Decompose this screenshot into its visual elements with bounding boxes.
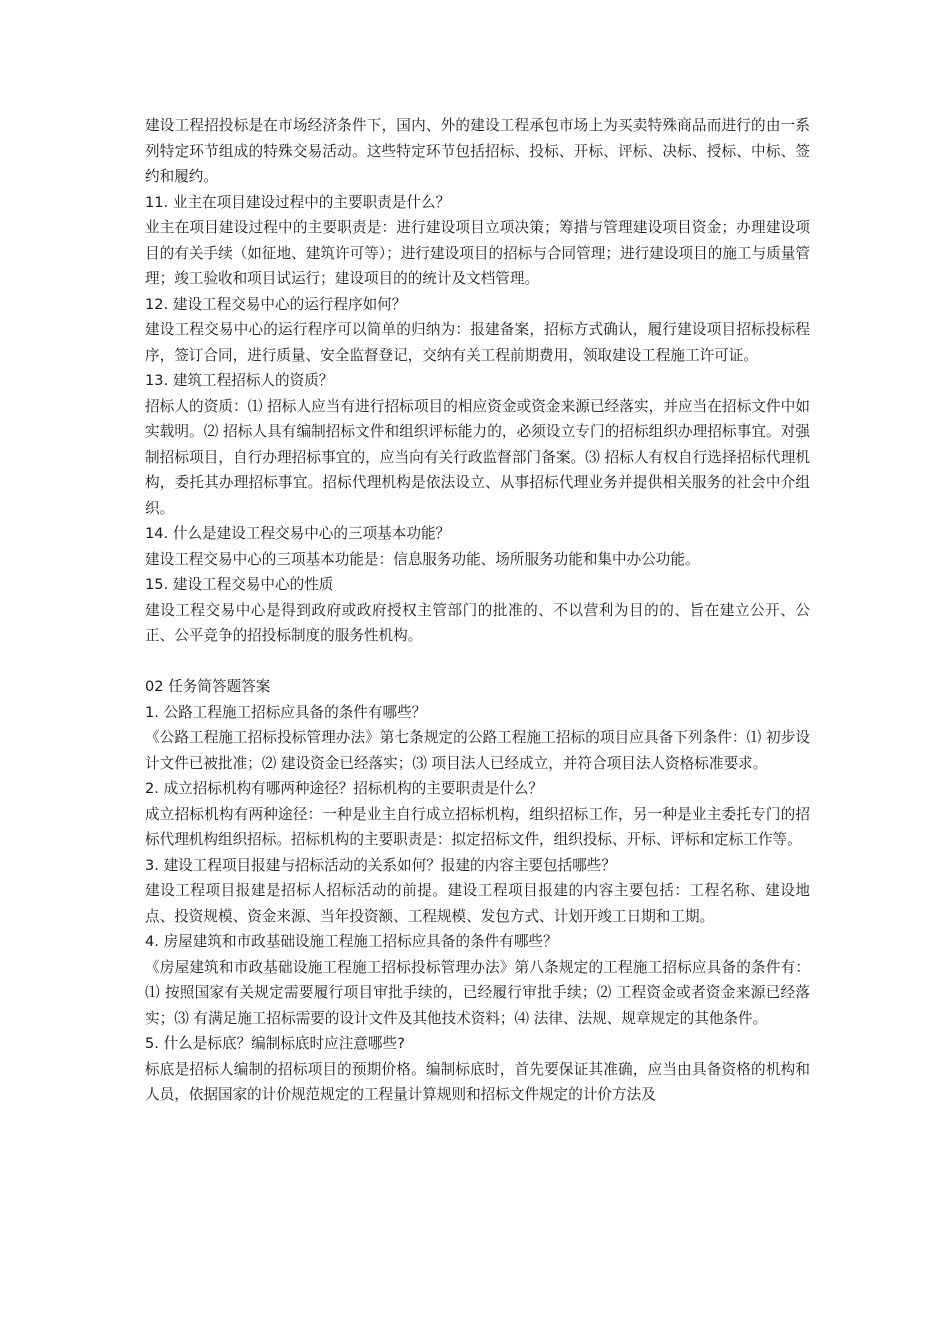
paragraph-intro: 建设工程招投标是在市场经济条件下，国内、外的建设工程承包市场上为买卖特殊商品而进行的由一系列特定环节组成的特殊交易活动。这些特定环节包括招标、投标、开标、评标、决标、授标、中标、签约和履约。: [145, 117, 810, 185]
section2-question-1: 1. 公路工程施工招标应具备的条件有哪些？: [145, 703, 427, 721]
question-12: 12. 建设工程交易中心的运行程序如何？: [145, 295, 407, 313]
answer-15: 建设工程交易中心是得到政府或政府授权主管部门的批准的、不以营利为目的的、旨在建立公开、公正、公平竞争的招投标制度的服务性机构。: [145, 601, 810, 644]
section2-answer-5: 标底是招标人编制的招标项目的预期价格。编制标底时，首先要保证其准确，应当由具备资格的机构和人员，依据国家的计价规范规定的工程量计算规则和招标文件规定的计价方法及: [145, 1060, 810, 1103]
question-13: 13. 建筑工程招标人的资质？: [145, 372, 334, 389]
answer-14: 建设工程交易中心的三项基本功能是：信息服务功能、场所服务功能和集中办公功能。: [145, 550, 700, 568]
section2-question-4: 4. 房屋建筑和市政基础设施工程施工招标应具备的条件有哪些？: [145, 933, 558, 950]
section2-answer-2: 成立招标机构有两种途径：一种是业主自行成立招标机构，组织招标工作，另一种是业主委托专门的招标代理机构组织招标。招标机构的主要职责是：拟定招标文件，组织投标、开标、评标和定标工作等。: [145, 805, 810, 848]
section2-answer-1: 《公路工程施工招标投标管理办法》第七条规定的公路工程施工招标的项目应具备下列条件：⑴ 初步设计文件已被批准；⑵ 建设资金已经落实；⑶ 项目法人已经成立，并符合项目法人资格标准要求。: [145, 729, 810, 772]
section2-question-3: 3. 建设工程项目报建与招标活动的关系如何？报建的内容主要包括哪些？: [145, 856, 616, 874]
section-heading: 02 任务简答题答案: [145, 678, 271, 695]
question-11: 11. 业主在项目建设过程中的主要职责是什么？: [145, 193, 451, 211]
blank-line: [145, 649, 810, 675]
document-page: [145, 113, 810, 1108]
question-15: 15. 建设工程交易中心的性质: [145, 576, 334, 593]
question-14: 14. 什么是建设工程交易中心的三项基本功能？: [145, 525, 451, 542]
section2-question-2: 2. 成立招标机构有哪两种途径？招标机构的主要职责是什么？: [145, 780, 544, 797]
section2-answer-3: 建设工程项目报建是招标人招标活动的前提。建设工程项目报建的内容主要包括：工程名称、建设地点、投资规模、资金来源、当年投资额、工程规模、发包方式、计划开竣工日期和工期。: [145, 882, 810, 925]
section2-answer-4: 《房屋建筑和市政基础设施工程施工招标投标管理办法》第八条规定的工程施工招标应具备的条件有：⑴ 按照国家有关规定需要履行项目审批手续的，已经履行审批手续；⑵ 工程资金或者资金来源已经落实；⑶ 有满足施工招标需要的设计文件及其他技术资料；⑷ 法律、法规、规章规定的其他条件。: [145, 958, 810, 1027]
section2-question-5: 5. 什么是标底？编制标底时应注意哪些?: [145, 1035, 405, 1052]
answer-11: 业主在项目建设过程中的主要职责是：进行建设项目立项决策；筹措与管理建设项目资金；办理建设项目的有关手续（如征地、建筑许可等）；进行建设项目的招标与合同管理；进行建设项目的施工与质量管理；竣工验收和项目试运行；建设项目的的统计及文档管理。: [145, 219, 810, 287]
answer-13: 招标人的资质：⑴ 招标人应当有进行招标项目的相应资金或资金来源已经落实，并应当在招标文件中如实载明。⑵ 招标人具有编制招标文件和组织评标能力的，必须设立专门的招标组织办理招标事宜。对强制招标项目，自行办理招标事宜的，应当向有关行政监督部门备案。⑶ 招标人有权自行选择招标代理机构，委托其办理招标事宜。招标代理机构是依法设立、从事招标代理业务并提供相关服务的社会中介组织。: [145, 397, 810, 517]
answer-12: 建设工程交易中心的运行程序可以简单的归纳为：报建备案，招标方式确认，履行建设项目招标投标程序，签订合同，进行质量、安全监督登记，交纳有关工程前期费用，领取建设工程施工许可证。: [145, 321, 810, 364]
